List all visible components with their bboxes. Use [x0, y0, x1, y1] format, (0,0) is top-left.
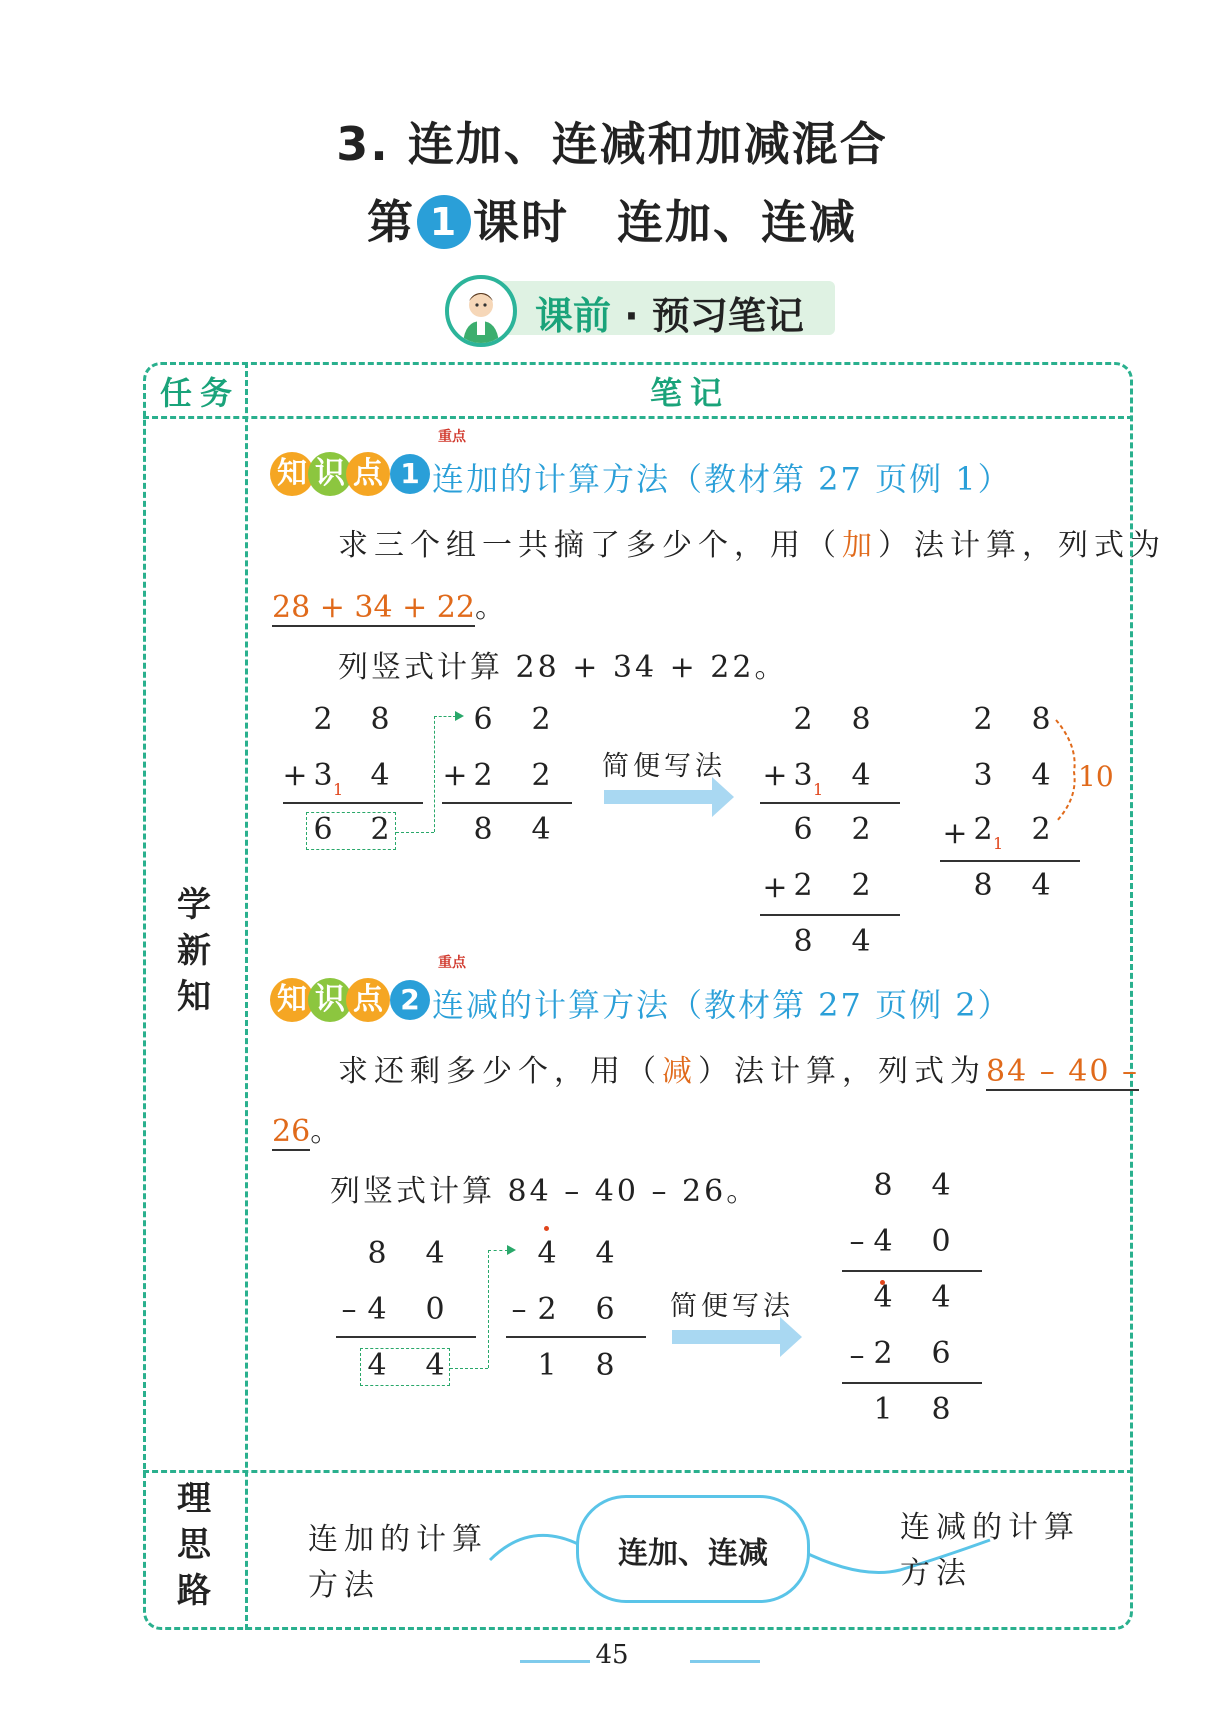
- teacher-avatar-icon: [445, 275, 517, 347]
- kp2-big-arrow: [672, 1330, 782, 1344]
- column-divider: [245, 362, 248, 1630]
- kp2-sentence: 求还剩多少个，用（减）法计算，列式为84 – 40 –: [338, 1054, 1139, 1089]
- mindmap-left-line1: 连加的计算: [308, 1522, 488, 1557]
- key-point-tag: 重点: [438, 429, 466, 445]
- kp2-answer-expression-1: 84 – 40 –: [986, 1054, 1139, 1089]
- banner-label: 课前 · 预习笔记: [535, 294, 804, 338]
- header-divider: [143, 416, 1133, 419]
- kp2-easy-method-label: 简便写法: [670, 1291, 794, 1322]
- mindmap-center-cloud: [576, 1495, 810, 1603]
- kp1-big-arrow: [604, 790, 714, 804]
- kp1-sentence: 求三个组一共摘了多少个，用（加）法计算，列式为: [338, 528, 1166, 563]
- lesson-title: [0, 186, 1224, 252]
- kp2-answer-expression-2: 26: [272, 1114, 311, 1149]
- carry-arrow-icon: [455, 711, 464, 721]
- kp2-vertical-intro: 列竖式计算 84 – 40 – 26。: [330, 1174, 760, 1209]
- knowledge-point-2-title: 连减的计算方法（教材第 27 页例 2）: [432, 986, 1012, 1024]
- kp1-answer-expression: 28 + 34 + 22: [272, 590, 475, 625]
- lesson-suffix: 课时: [473, 195, 569, 249]
- mindmap-right-line2: 方法: [900, 1556, 972, 1591]
- kp2-answer-op: 减: [662, 1054, 698, 1089]
- key-point-tag: 重点: [438, 955, 466, 971]
- mindmap-center-text: 连加、连减: [618, 1536, 768, 1571]
- lesson-number-badge: 1: [417, 195, 471, 249]
- kp1-vertical-intro: 列竖式计算 28 + 34 + 22。: [338, 650, 788, 685]
- col-header-task: 任务: [160, 374, 241, 412]
- mindmap-left-line2: 方法: [308, 1568, 380, 1603]
- knowledge-point-1-title: 连加的计算方法（教材第 27 页例 1）: [432, 460, 1012, 498]
- right-arrow-icon: [780, 1317, 802, 1357]
- page-number: 45: [595, 1640, 629, 1670]
- kp1-expression-line: 28 + 34 + 22。: [272, 590, 505, 625]
- preview-notes-banner: [445, 275, 835, 341]
- kp2-expression-line: 26。: [272, 1114, 341, 1149]
- row-label-think: 理 思 路: [177, 1479, 211, 1611]
- col-header-notes: 笔记: [650, 374, 731, 412]
- right-arrow-icon: [712, 777, 734, 817]
- row-divider: [143, 1470, 1133, 1473]
- row-label-learn: 学 新 知: [177, 885, 211, 1017]
- lesson-prefix: 第: [367, 195, 415, 249]
- sum-ten-label: 10: [1078, 760, 1114, 793]
- chapter-title: 3. 连加、连减和加减混合: [336, 117, 888, 171]
- carry-arrow-icon: [507, 1245, 516, 1255]
- kp1-answer-op: 加: [842, 528, 878, 563]
- mindmap-right-line1: 连减的计算: [900, 1510, 1080, 1545]
- lesson-topic: 连加、连减: [617, 195, 857, 249]
- kp1-easy-method-label: 简便写法: [602, 751, 726, 782]
